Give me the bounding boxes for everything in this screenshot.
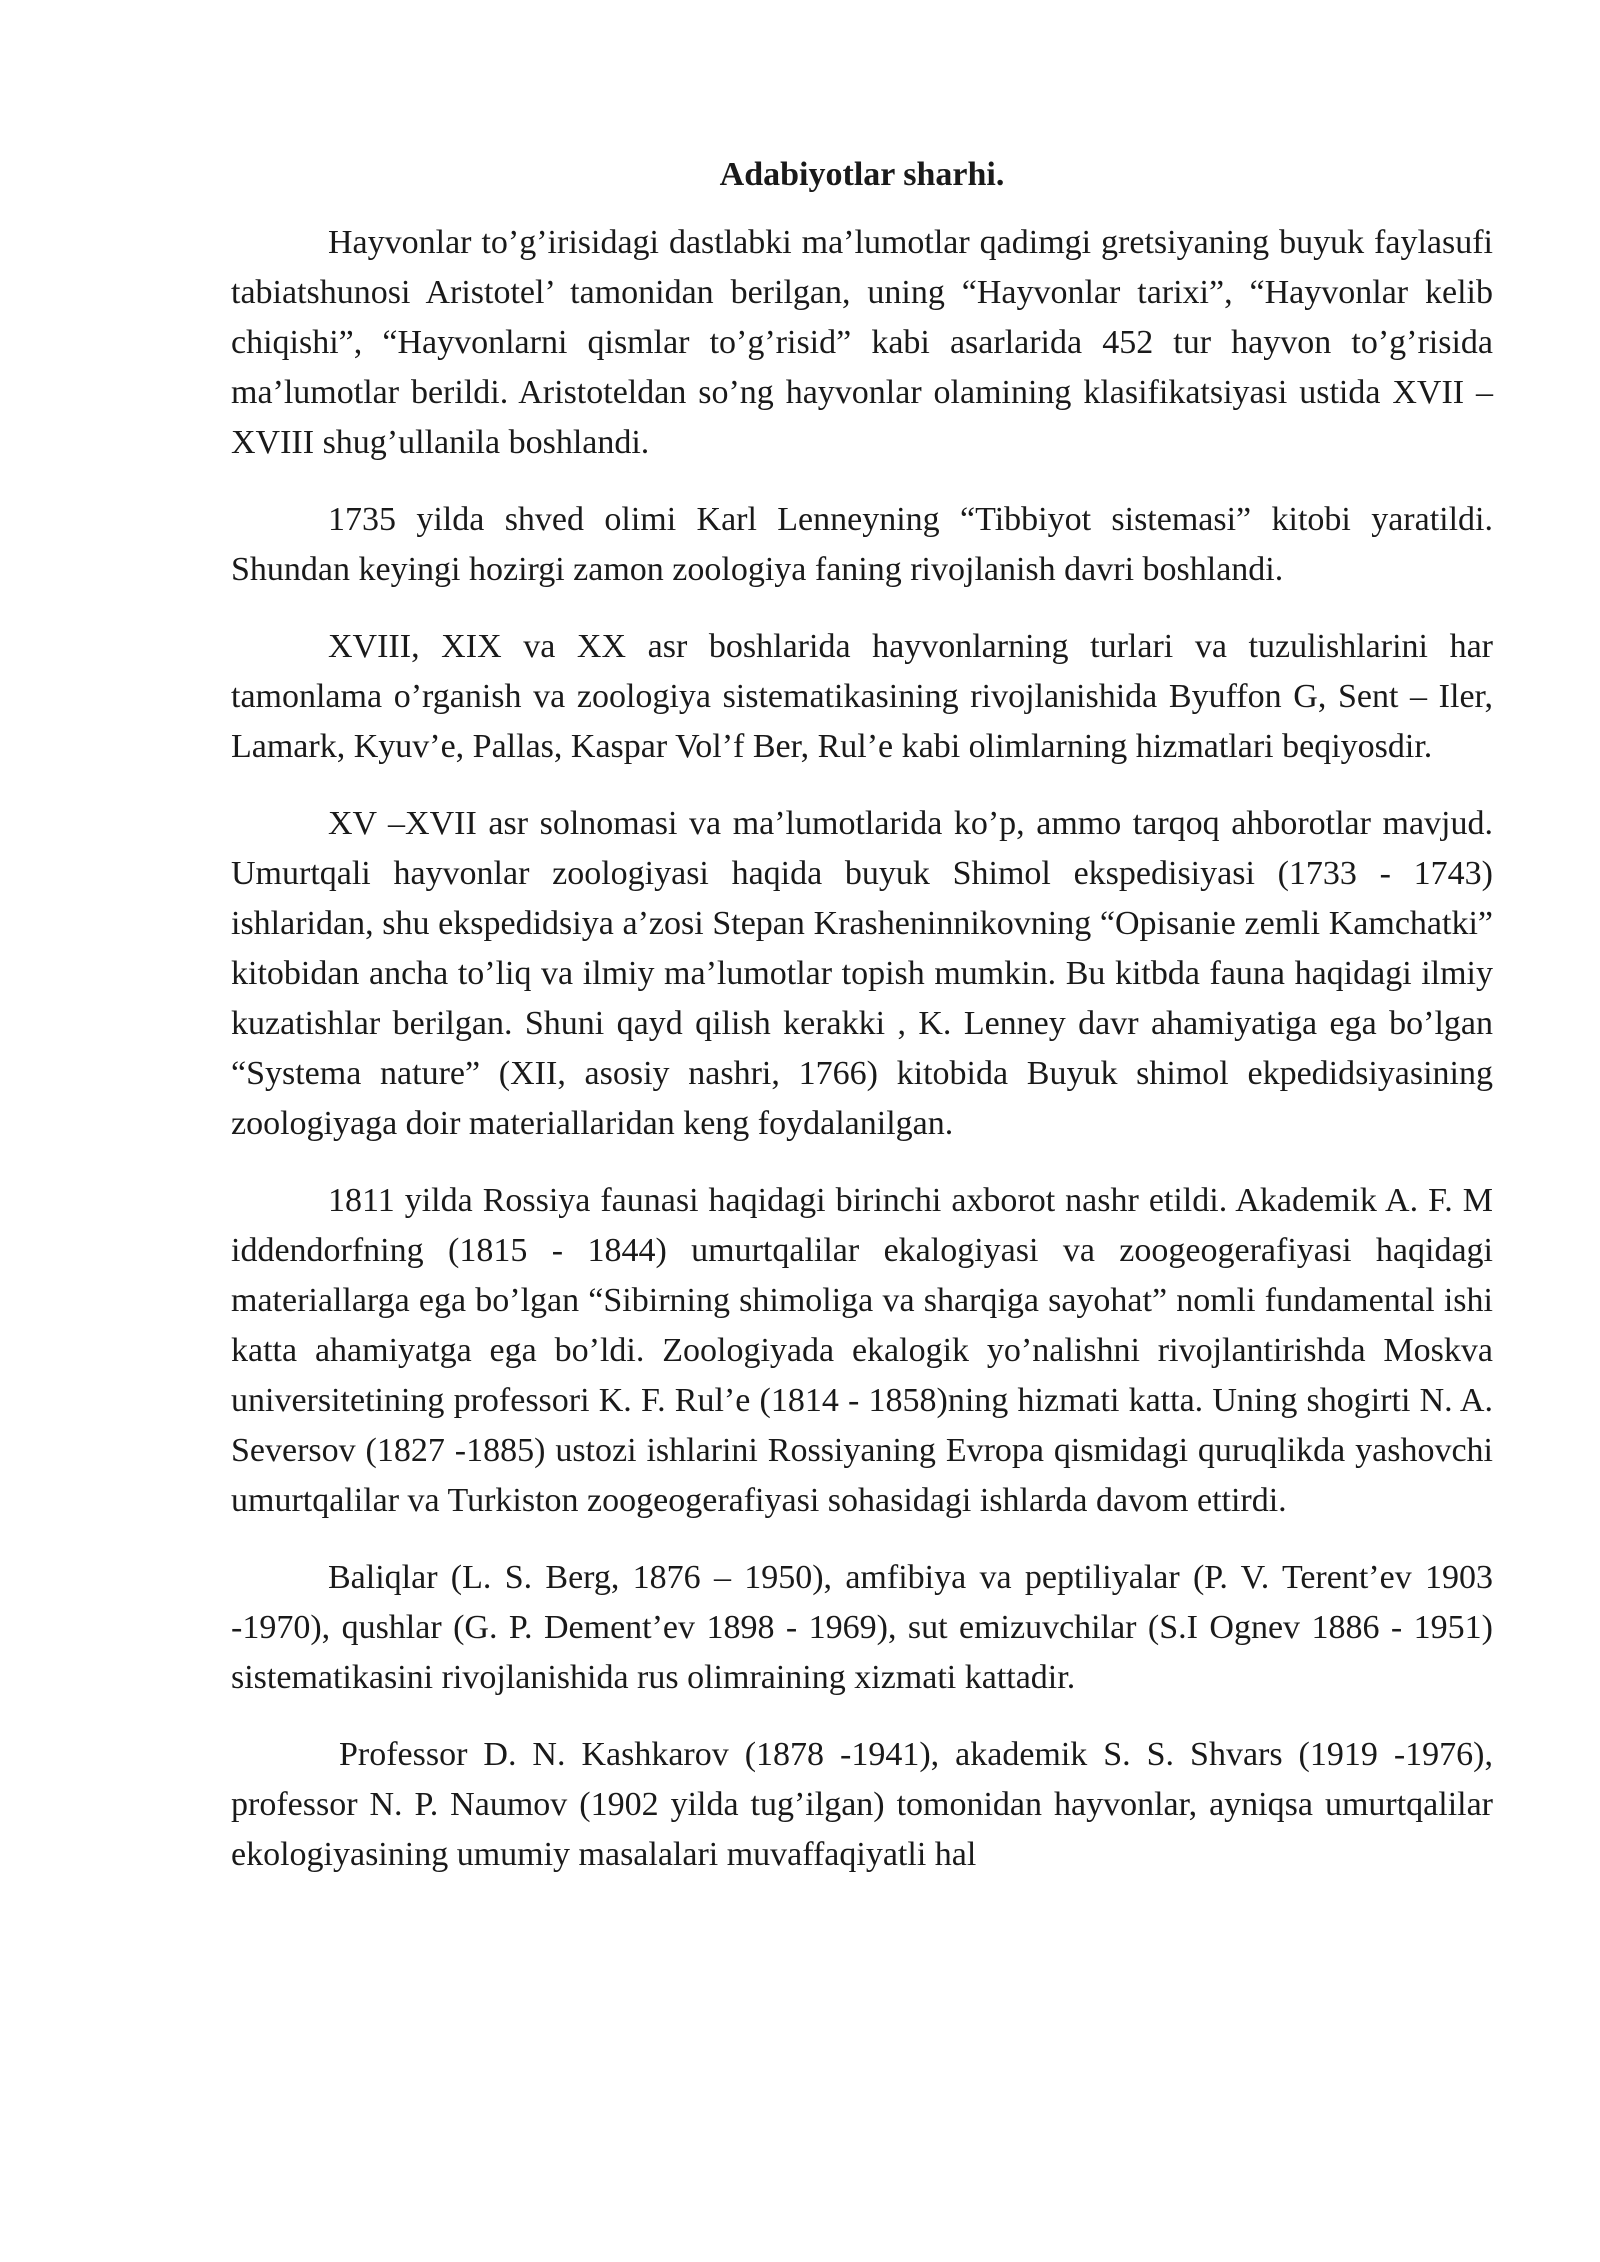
paragraph-18-20-centuries: XVIII, XIX va XX asr boshlarida hayvonlarning turlari va tuzulishlarini har tamonlama o’rganish va zoologiya sistematikasining rivojlanishida Byuffon G, Sent – Iler, Lamark, Kyuv’e, Pallas, Kaspar Vol’f Ber, Rul’e kabi olimlarning hizmatlari beqiyosdir. <box>231 628 1493 765</box>
document-page <box>231 150 1493 1907</box>
paragraph-systematics-scientists: Baliqlar (L. S. Berg, 1876 – 1950), amfibiya va peptiliyalar (P. V. Terent’ev 1903 -1970), qushlar (G. P. Dement’ev 1898 - 1969), sut emizuvchilar (S.I Ognev 1886 - 1951) sistematikasini rivojlanishida rus olimraining xizmati kattadir. <box>231 1559 1493 1696</box>
document-title: Adabiyotlar sharhi. <box>719 156 1005 193</box>
paragraph-aristotle: Hayvonlar to’g’irisidagi dastlabki ma’lumotlar qadimgi gretsiyaning buyuk faylasufi tabiatshunosi Aristotel’ tamonidan berilgan, uning “Hayvonlar tarixi”, “Hayvonlar kelib chiqishi”, “Hayvonlarni qismlar to’g’risid” kabi asarlarida 452 tur hayvon to’g’risida ma’lumotlar berildi. Aristoteldan so’ng hayvonlar olamining klasifikatsiyasi ustida XVII – XVIII shug’ullanila boshlandi. <box>231 224 1493 461</box>
paragraph-1811-russia-fauna: 1811 yilda Rossiya faunasi haqidagi birinchi axborot nashr etildi. Akademik A. F. M iddendorfning (1815 - 1844) umurtqalilar ekalogiyasi va zoogeogerafiyasi haqidagi materiallarga ega bo’lgan “Sibirning shimoliga va sharqiga sayohat” nomli fundamental ishi katta ahamiyatga ega bo’ldi. Zoologiyada ekalogik yo’nalishni rivojlantirishda Moskva universitetining professori K. F. Rul’e (1814 - 1858)ning hizmati katta. Uning shogirti N. A. Seversov (1827 -1885) ustozi ishlarini Rossiyaning Evropa qismidagi quruqlikda yashovchi umurtqalilar va Turkiston zoogeogerafiyasi sohasidagi ishlarda davom ettirdi. <box>231 1182 1493 1519</box>
paragraph-lenney-1735: 1735 yilda shved olimi Karl Lenneyning “Tibbiyot sistemasi” kitobi yaratildi. Shundan keyingi hozirgi zamon zoologiya faning rivojlanish davri boshlandi. <box>231 501 1493 588</box>
paragraph-ecology-professors: Professor D. N. Kashkarov (1878 -1941), akademik S. S. Shvars (1919 -1976), professor N. P. Naumov (1902 yilda tug’ilgan) tomonidan hayvonlar, ayniqsa umurtqalilar ekologiyasining umumiy masalalari muvaffaqiyatli hal <box>231 1736 1493 1873</box>
paragraph-15-17-centuries: XV –XVII asr solnomasi va ma’lumotlarida ko’p, ammo tarqoq ahborotlar mavjud. Umurtqali hayvonlar zoologiyasi haqida buyuk Shimol ekspedisiyasi (1733 - 1743) ishlaridan, shu ekspedidsiya a’zosi Stepan Krasheninnikovning “Opisanie zemli Kamchatki” kitobidan ancha to’liq va ilmiy ma’lumotlar topish mumkin. Bu kitbda fauna haqidagi ilmiy kuzatishlar berilgan. Shuni qayd qilish kerakki , K. Lenney davr ahamiyatiga ega bo’lgan “Systema nature” (XII, asosiy nashri, 1766) kitobida Buyuk shimol ekpedidsiyasining zoologiyaga doir materiallaridan keng foydalanilgan. <box>231 805 1493 1142</box>
